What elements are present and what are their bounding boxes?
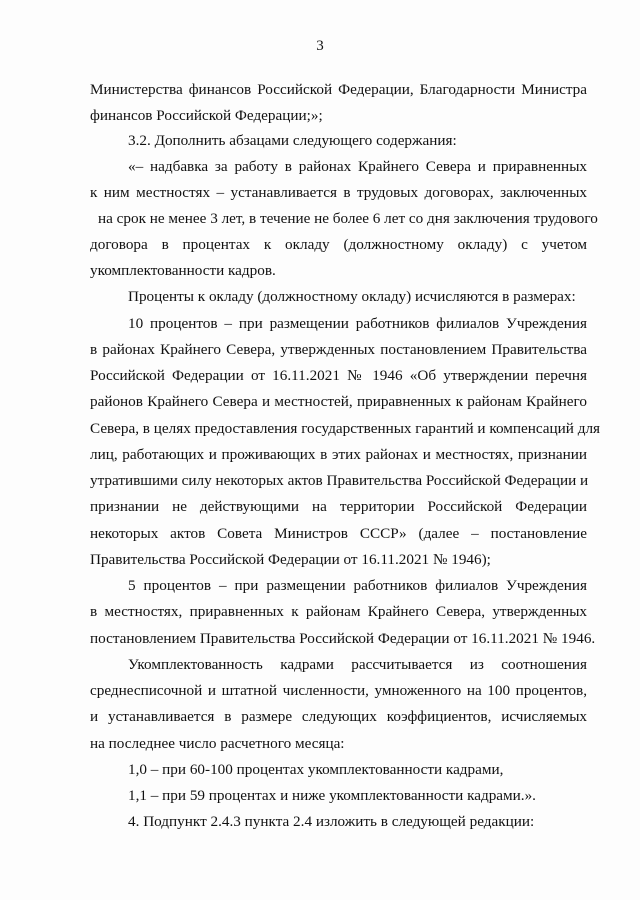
text-line: на срок не менее 3 лет, в течение не более 6 лет со дня заключения трудового [98,210,598,227]
text-line: 1,1 – при 59 процентах и ниже укомплектованности кадрами.». [128,787,536,804]
text-line: в местностях, приравненных к районам Крайнего Севера, утвержденных [90,603,587,620]
text-line: утратившими силу некоторых актов Правительства Российской Федерации и [90,472,589,489]
text-line: «– надбавка за работу в районах Крайнего Севера и приравненных [128,158,587,175]
text-line: Укомплектованность кадрами рассчитывается из соотношения [128,656,587,673]
text-line: укомплектованности кадров. [90,262,276,279]
text-line: Правительства Российской Федерации от 16.11.2021 № 1946); [90,551,491,568]
text-line: Севера, в целях предоставления государственных гарантий и компенсаций для [90,420,601,437]
text-line: признании не действующими на территории Российской Федерации [90,498,587,515]
text-line: договора в процентах к окладу (должностному окладу) с учетом [90,236,587,253]
text-line: Министерства финансов Российской Федерации, Благодарности Министра [90,81,587,98]
text-line: лиц, работающих и проживающих в этих районах и местностях, признании [90,446,587,463]
text-line: среднесписочной и штатной численности, умноженного на 100 процентов, [90,682,587,699]
text-line: районов Крайнего Севера и местностей, приравненных к районам Крайнего [90,393,587,410]
text-line: Российской Федерации от 16.11.2021 № 1946 «Об утверждении перечня [90,367,587,384]
text-line: постановлением Правительства Российской Федерации от 16.11.2021 № 1946. [90,630,596,647]
text-line: 10 процентов – при размещении работников филиалов Учреждения [128,315,587,332]
text-line: 4. Подпункт 2.4.3 пункта 2.4 изложить в следующей редакции: [128,813,535,830]
page-number: 3 [316,38,324,54]
text-line: 1,0 – при 60-100 процентах укомплектованности кадрами, [128,761,504,778]
text-line: и устанавливается в размере следующих коэффициентов, исчисляемых [90,708,587,725]
text-line: 5 процентов – при размещении работников филиалов Учреждения [128,577,587,594]
text-line: Проценты к окладу (должностному окладу) исчисляются в размерах: [128,288,576,305]
text-line: некоторых актов Совета Министров СССР» (далее – постановление [90,525,587,542]
text-line: финансов Российской Федерации;»; [90,107,323,124]
text-line: в районах Крайнего Севера, утвержденных постановлением Правительства [90,341,587,358]
text-line: на последнее число расчетного месяца: [90,735,345,752]
text-line: к ним местностях – устанавливается в трудовых договорах, заключенных [90,184,587,201]
text-line: 3.2. Дополнить абзацами следующего содержания: [128,132,457,149]
